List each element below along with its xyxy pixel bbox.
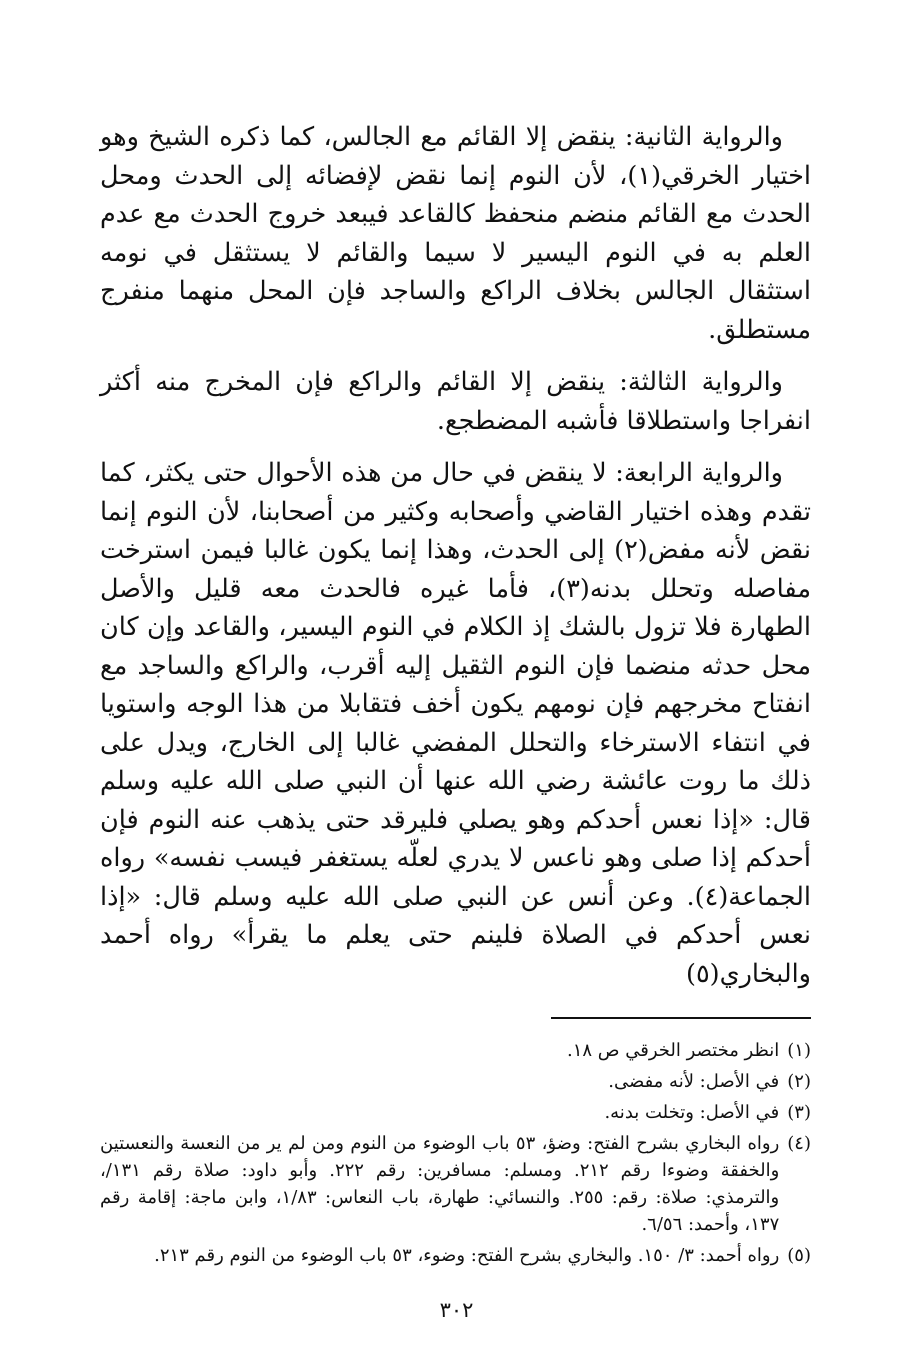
footnote-text: انظر مختصر الخرقي ص ١٨. xyxy=(566,1040,780,1061)
footnote-number: (١) xyxy=(787,1040,811,1061)
footnote-number: (٢) xyxy=(787,1071,811,1092)
paragraph-3: والرواية الرابعة: لا ينقض في حال من هذه الأحوال حتى يكثر، كما تقدم وهذه اختيار القاضي وأصحابه وكثير من أصحابنا، لأن النوم إنما نقض لأنه مفض(٢) إلى الحدث، وهذا إنما يكون غالبا فيمن استرخت مفاصله وتحلل بدنه(٣)، فأما غيره فالحدث معه قليل والأصل الطهارة فلا تزول بالشك إذ الكلام في النوم اليسير، والقاعد وإن كان محل حدثه منضما فإن النوم الثقيل إليه أقرب، والراكع والساجد مع انفتاح مخرجهم فإن نومهم يكون أخف فتقابلا من هذا الوجه واستويا في انتفاء الاسترخاء والتحلل المفضي غالبا إلى الخارج، ويدل على ذلك ما روت عائشة رضي الله عنها أن النبي صلى الله عليه وسلم قال: «إذا نعس أحدكم وهو يصلي فليرقد حتى يذهب عنه النوم فإن أحدكم إذا صلى وهو ناعس لا يدري لعلّه يستغفر فيسب نفسه» رواه الجماعة(٤). وعن أنس عن النبي صلى الله عليه وسلم قال: «إذا نعس أحدكم في الصلاة فلينم حتى يعلم ما يقرأ» رواه أحمد والبخاري(٥) xyxy=(100,458,811,989)
paragraph-1: والرواية الثانية: ينقض إلا القائم مع الجالس، كما ذكره الشيخ وهو اختيار الخرقي(١)، لأن النوم إنما نقض لإفضائه إلى الحدث ومحل الحدث مع القائم منضم منحفظ كالقاعد فيبعد خروج الحدث مع عدم العلم به في النوم اليسير لا سيما والقائم لا يستثقل في نومه استثقال الجالس بخلاف الراكع والساجد فإن المحل منهما منفرج مستطلق. xyxy=(100,122,811,345)
footnote-number: (٣) xyxy=(787,1102,811,1123)
footnote-5 xyxy=(100,1242,811,1269)
page-number: ٣٠٢ xyxy=(439,1298,474,1322)
footnote-number: (٥) xyxy=(787,1245,811,1266)
footnote-separator xyxy=(551,1017,811,1019)
main-text xyxy=(100,118,811,993)
footnote-number: (٤) xyxy=(787,1133,811,1154)
footnote-1 xyxy=(100,1037,811,1064)
footnote-text: في الأصل: لأنه مفضى. xyxy=(608,1071,780,1092)
paragraph-2: والرواية الثالثة: ينقض إلا القائم والراكع فإن المخرج منه أكثر انفراجا واستطلاقا فأشبه المضطجع. xyxy=(100,367,811,436)
footnotes xyxy=(100,1037,811,1269)
footnote-text: في الأصل: وتخلت بدنه. xyxy=(604,1102,780,1123)
footnote-3 xyxy=(100,1099,811,1126)
footnote-text: رواه البخاري بشرح الفتح: وضؤ، ٥٣ باب الوضوء من النوم ومن لم ير من النعسة والنعستين والخفقة وضوءا رقم ٢١٢. ومسلم: مسافرين: رقم ٢٢٢. وأبو داود: صلاة رقم ١٣١/، والترمذي: صلاة: رقم: ٢٥٥. والنسائي: طهارة، باب النعاس: ١/٨٣، وابن ماجة: إقامة رقم ١٣٧، وأحمد: ٦/٥٦. xyxy=(100,1133,780,1235)
footnote-2 xyxy=(100,1068,811,1095)
footnote-text: رواه أحمد: ٣/ ١٥٠. والبخاري بشرح الفتح: وضوء، ٥٣ باب الوضوء من النوم رقم ٢١٣. xyxy=(154,1245,780,1266)
footnote-4 xyxy=(100,1130,811,1238)
